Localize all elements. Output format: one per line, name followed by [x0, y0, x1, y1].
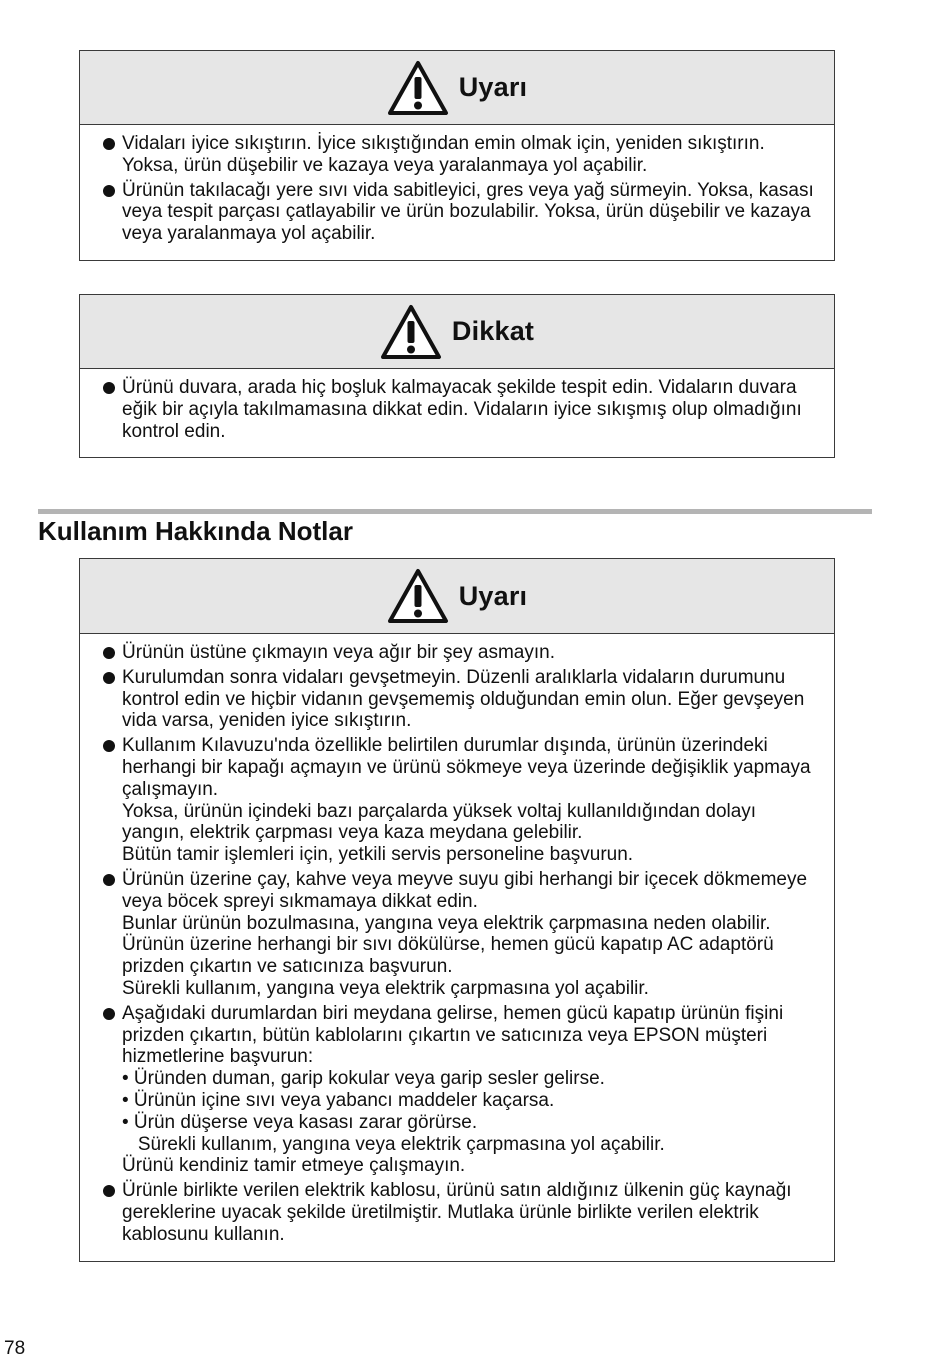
item-text: Yoksa, ürünün içindeki bazı parçalarda yüksek voltaj kullanıldığından dolayı yangın, elektrik çarpması veya kaza meydana gelebilir. [122, 800, 757, 844]
caution-box-header [80, 295, 834, 369]
bullet-icon [103, 740, 115, 752]
item-text: Ürünü kendiniz tamir etmeye çalışmayın. [122, 1155, 466, 1177]
list-item [100, 1003, 818, 1177]
sub-item-text: • Ürün düşerse veya kasası zarar görürse. [122, 1111, 478, 1133]
item-text: Vidaları iyice sıkıştırın. İyice sıkıştığından emin olmak için, yeniden sıkıştırın. [122, 133, 765, 154]
warning-triangle-icon [387, 568, 449, 624]
box-title: Uyarı [458, 72, 528, 102]
item-text: Ürünün takılacağı yere sıvı vida sabitleyici, gres veya yağ sürmeyin. Yoksa, kasası veya tespit parçası çatlayabilir ve ürün bozulabilir. Yoksa, ürün düşebilir ve kazaya veya yaralanmaya yol açabilir. [122, 179, 814, 245]
item-text: Ürünün üzerine herhangi bir sıvı dökülürse, hemen gücü kapatıp AC adaptörü prizden çıkartın ve satıcınıza başvurun. [122, 934, 774, 978]
box-title: Uyarı [458, 580, 528, 611]
warning-box-1 [79, 50, 835, 261]
item-text: Bunlar ürünün bozulmasına, yangına veya elektrik çarpmasına neden olabilir. [122, 912, 771, 934]
item-text: Kurulumdan sonra vidaları gevşetmeyin. Düzenli aralıklarla vidaların durumunu kontrol edin ve hiçbir vidanın gevşememiş olduğundan emin olun. Eğer gevşeyen vida varsa, yeniden iyice sıkıştırın. [122, 666, 805, 732]
box-body [80, 125, 834, 260]
item-text: Sürekli kullanım, yangına veya elektrik çarpmasına yol açabilir. [122, 977, 649, 999]
list-item [100, 133, 818, 177]
item-text: Ürünle birlikte verilen elektrik kablosu, ürünü satın aldığınız ülkenin güç kaynağı gereklerine uyacak şekilde üretilmiştir. Mutlaka ürünle birlikte verilen elektrik kablosunu kullanın. [122, 1180, 792, 1245]
sub-item-text: • Üründen duman, garip kokular veya garip sesler gelirse. [122, 1068, 605, 1090]
item-text: Aşağıdaki durumlardan biri meydana gelirse, hemen gücü kapatıp ürünün fişini prizden çıkartın, bütün kablolarını çıkartın ve satıcınıza veya EPSON müşteri hizmetlerine başvurun: [122, 1002, 784, 1068]
bullet-icon [103, 1185, 115, 1197]
item-text: Ürünün üstüne çıkmayın veya ağır bir şey asmayın. [122, 642, 555, 663]
list-item [100, 869, 818, 1000]
section-title: Kullanım Hakkında Notlar [38, 516, 353, 546]
list-item [100, 735, 818, 866]
warning-box-header [80, 51, 834, 125]
warning-triangle-icon [380, 304, 442, 360]
item-text: Kullanım Kılavuzu'nda özellikle belirtilen durumlar dışında, ürünün üzerindeki herhangi bir kapağı açmayın ve ürünü sökmeye veya üzerinde değişiklik yapmaya çalışmayın. [122, 735, 811, 800]
box-title: Dikkat [451, 316, 535, 346]
warning-box-header [80, 559, 834, 634]
bullet-icon [103, 185, 115, 197]
list-item [100, 642, 818, 664]
bullet-icon [103, 382, 115, 394]
item-text: Ürünü duvara, arada hiç boşluk kalmayacak şekilde tespit edin. Vidaların duvara eğik bir açıyla takılmamasına dikkat edin. Vidaların iyice sıkışmış olup olmadığını kontrol edin. [122, 377, 802, 442]
list-item [100, 667, 818, 732]
list-item [100, 377, 818, 442]
list-item [100, 1180, 818, 1245]
warning-box-2 [79, 558, 835, 1262]
sub-item-text: Sürekli kullanım, yangına veya elektrik çarpmasına yol açabilir. [122, 1133, 665, 1155]
warning-triangle-icon [387, 60, 449, 116]
item-text: Bütün tamir işlemleri için, yetkili servis personeline başvurun. [122, 844, 634, 866]
bullet-icon [103, 138, 115, 150]
bullet-icon [103, 672, 115, 684]
item-text: Yoksa, ürün düşebilir ve kazaya veya yaralanmaya yol açabilir. [122, 154, 648, 176]
bullet-icon [103, 874, 115, 886]
box-body [80, 369, 834, 457]
item-text: Ürünün üzerine çay, kahve veya meyve suyu gibi herhangi bir içecek dökmemeye veya böcek spreyi sıkmamaya dikkat edin. [122, 868, 808, 912]
box-body [80, 634, 834, 1261]
page-number: 78 [4, 1338, 26, 1359]
section-divider [38, 509, 872, 514]
list-item [100, 180, 818, 245]
sub-item-text: • Ürünün içine sıvı veya yabancı maddeler kaçarsa. [122, 1089, 555, 1111]
bullet-icon [103, 647, 115, 659]
bullet-icon [103, 1008, 115, 1020]
caution-box [79, 294, 835, 458]
